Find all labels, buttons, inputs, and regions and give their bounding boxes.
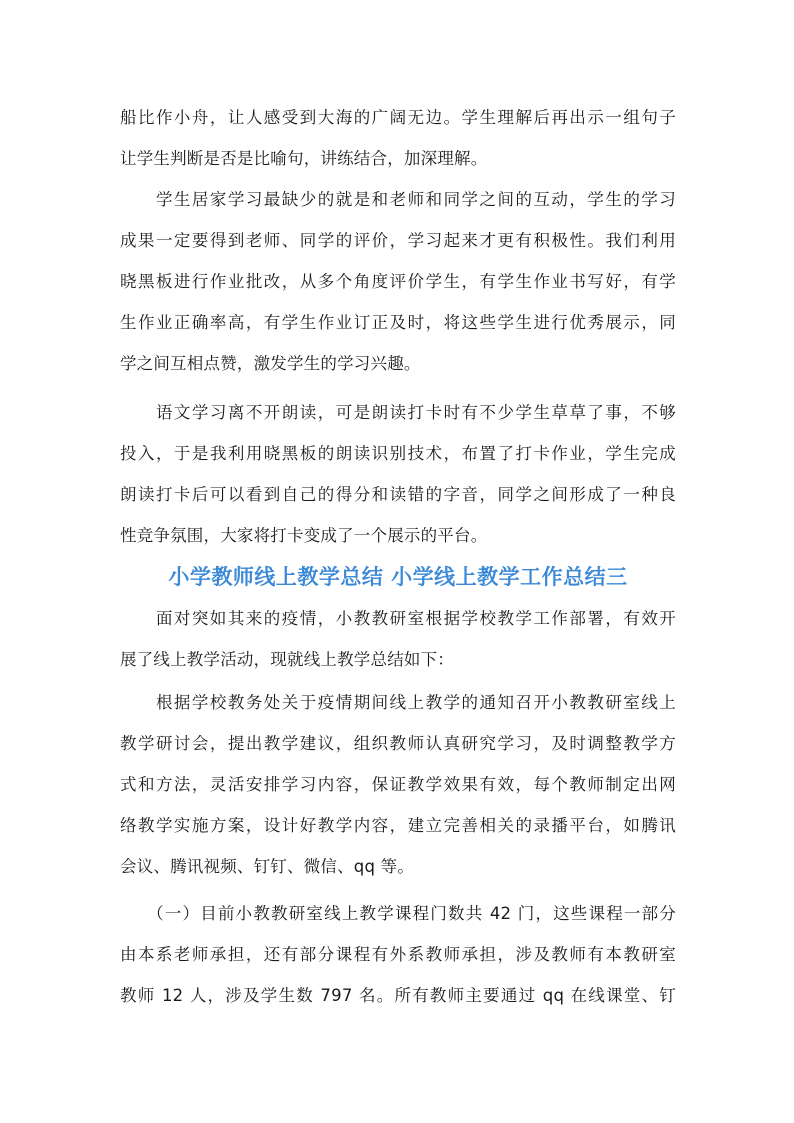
paragraph-line: 生作业正确率高，有学生作业订正及时，将这些学生进行优秀展示，同 (120, 313, 676, 332)
paragraph-1 (120, 97, 676, 179)
paragraph-line: 让学生判断是否是比喻句，讲练结合，加深理解。 (120, 149, 488, 168)
paragraph-line: 教学研讨会，提出教学建议，组织教师认真研究学习，及时调整教学方 (120, 734, 676, 753)
paragraph-line: 成果一定要得到老师、同学的评价，学习起来才更有积极性。我们利用 (120, 231, 676, 250)
paragraph-line: 语文学习离不开朗读，可是朗读打卡时有不少学生草草了事，不够 (120, 403, 676, 422)
paragraph-line: 投入，于是我利用晓黑板的朗读识别技术，布置了打卡作业，学生完成 (120, 444, 676, 463)
section-heading: 小学教师线上教学总结 小学线上教学工作总结三 (168, 565, 628, 589)
paragraph-line: 朗读打卡后可以看到自己的得分和读错的字音，同学之间形成了一种良 (120, 485, 676, 504)
paragraph-line: 式和方法，灵活安排学习内容，保证教学效果有效，每个教师制定出网 (120, 775, 676, 794)
paragraph-5 (120, 682, 676, 887)
paragraph-line: 由本系老师承担，还有部分课程有外系教师承担，涉及教师有本教研室 (120, 945, 676, 964)
paragraph-6 (120, 893, 676, 1016)
paragraph-3 (120, 392, 676, 556)
paragraph-2 (120, 179, 676, 384)
paragraph-line: 面对突如其来的疫情，小教教研室根据学校教学工作部署，有效开 (120, 609, 676, 628)
paragraph-line: 展了线上教学活动，现就线上教学总结如下： (120, 650, 454, 669)
paragraph-line: 络教学实施方案，设计好教学内容，建立完善相关的录播平台，如腾讯 (120, 816, 676, 835)
paragraph-line: 学生居家学习最缺少的就是和老师和同学之间的互动，学生的学习 (120, 190, 676, 209)
paragraph-line: 根据学校教务处关于疫情期间线上教学的通知召开小教教研室线上 (120, 693, 676, 712)
paragraph-line: 会议、腾讯视频、钉钉、微信、qq 等。 (120, 857, 414, 876)
paragraph-line: 教师 12 人，涉及学生数 797 名。所有教师主要通过 qq 在线课堂、钉 (120, 986, 676, 1005)
paragraph-line: 学之间互相点赞，激发学生的学习兴趣。 (120, 354, 421, 373)
paragraph-line: 性竞争氛围，大家将打卡变成了一个展示的平台。 (120, 526, 488, 545)
paragraph-line: （一）目前小教教研室线上教学课程门数共 42 门，这些课程一部分 (120, 904, 676, 923)
paragraph-line: 晓黑板进行作业批改，从多个角度评价学生，有学生作业书写好，有学 (120, 272, 676, 291)
paragraph-line: 船比作小舟，让人感受到大海的广阔无边。学生理解后再出示一组句子 (120, 108, 676, 127)
paragraph-4 (120, 598, 676, 680)
